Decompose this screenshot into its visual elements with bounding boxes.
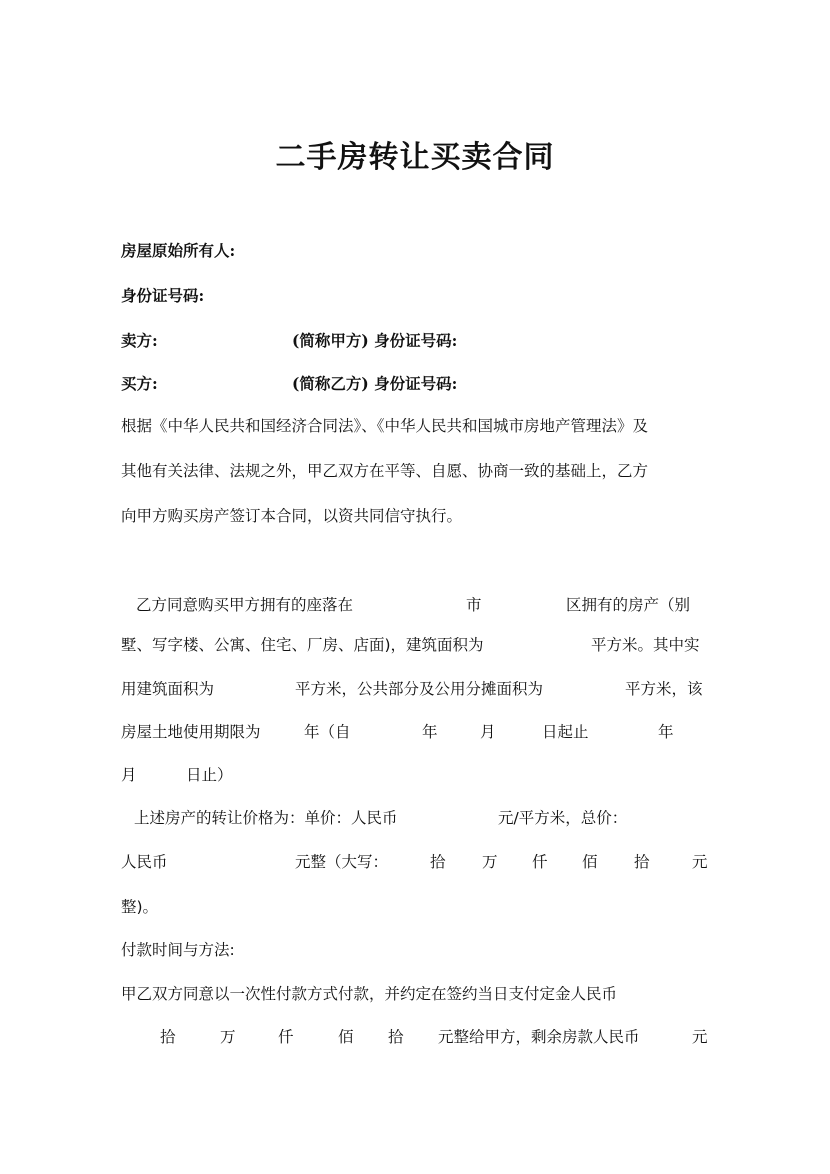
document-title: 二手房转让买卖合同 [275, 140, 555, 175]
text-line [0, 239, 830, 263]
text-segment: 区拥有的房产（别 [566, 596, 691, 614]
text-segment: 房屋原始所有人: [121, 241, 236, 260]
text-segment: (简称甲方) 身份证号码: [292, 331, 458, 350]
text-segment: 年 [658, 723, 674, 741]
text-line [0, 677, 830, 701]
text-line [0, 372, 830, 396]
text-segment: 卖方: [121, 331, 158, 350]
text-line [0, 414, 830, 438]
text-segment: 日止） [186, 766, 233, 784]
text-segment: 元 [692, 1028, 708, 1046]
text-line [0, 895, 830, 919]
text-segment: 拾 [160, 1028, 176, 1046]
text-segment: 市 [466, 596, 482, 614]
text-line [0, 763, 830, 787]
text-segment: 月 [480, 723, 496, 741]
text-segment: 上述房产的转让价格为：单价：人民币 [134, 809, 398, 827]
text-segment: 付款时间与方法: [121, 941, 235, 959]
text-line [0, 1025, 830, 1049]
text-segment: 平方米，该 [625, 680, 703, 698]
text-segment: 万 [482, 853, 498, 871]
text-line [0, 850, 830, 874]
text-segment: 平方米。其中实 [591, 636, 700, 654]
text-segment: 元整（大写： [295, 853, 389, 871]
text-segment: 元整给甲方，剩余房款人民币 [438, 1028, 640, 1046]
text-segment: 元 [692, 853, 708, 871]
text-segment: 日起止 [542, 723, 589, 741]
text-segment: 根据《中华人民共和国经济合同法》、《中华人民共和国城市房地产管理法》及 [121, 417, 649, 435]
text-line [0, 459, 830, 483]
text-line [0, 504, 830, 528]
text-line [0, 982, 830, 1006]
text-segment: 佰 [338, 1028, 354, 1046]
text-segment: 年 [422, 723, 438, 741]
text-line [0, 806, 830, 830]
text-segment: 其他有关法律、法规之外，甲乙双方在平等、自愿、协商一致的基础上，乙方 [121, 462, 649, 480]
text-segment: 仟 [532, 853, 548, 871]
text-segment: 向甲方购买房产签订本合同，以资共同信守执行。 [121, 507, 463, 525]
text-segment: 拾 [388, 1028, 404, 1046]
text-segment: 仟 [278, 1028, 294, 1046]
text-segment: 月 [121, 766, 137, 784]
text-segment: 拾 [634, 853, 650, 871]
text-segment: 乙方同意购买甲方拥有的座落在 [136, 596, 354, 614]
text-segment: 整)。 [121, 898, 159, 916]
text-segment: 人民币 [121, 853, 168, 871]
text-line [0, 938, 830, 962]
text-segment: 墅、写字楼、公寓、住宅、厂房、店面)，建筑面积为 [121, 636, 484, 654]
text-segment: 用建筑面积为 [121, 680, 215, 698]
text-segment: 万 [220, 1028, 236, 1046]
text-segment: 元/平方米，总价： [498, 809, 628, 827]
text-line [0, 593, 830, 617]
text-segment: 房屋土地使用期限为 [121, 723, 261, 741]
text-segment: (简称乙方) 身份证号码: [292, 374, 458, 393]
text-segment: 年（自 [304, 723, 351, 741]
text-line [0, 329, 830, 353]
text-line [0, 284, 830, 308]
text-segment: 身份证号码: [121, 286, 205, 305]
text-segment: 甲乙双方同意以一次性付款方式付款，并约定在签约当日支付定金人民币 [121, 985, 618, 1003]
text-segment: 佰 [582, 853, 598, 871]
text-segment: 拾 [430, 853, 446, 871]
text-line [0, 720, 830, 744]
text-segment: 平方米，公共部分及公用分摊面积为 [295, 680, 544, 698]
text-segment: 买方: [121, 374, 158, 393]
text-line [0, 633, 830, 657]
